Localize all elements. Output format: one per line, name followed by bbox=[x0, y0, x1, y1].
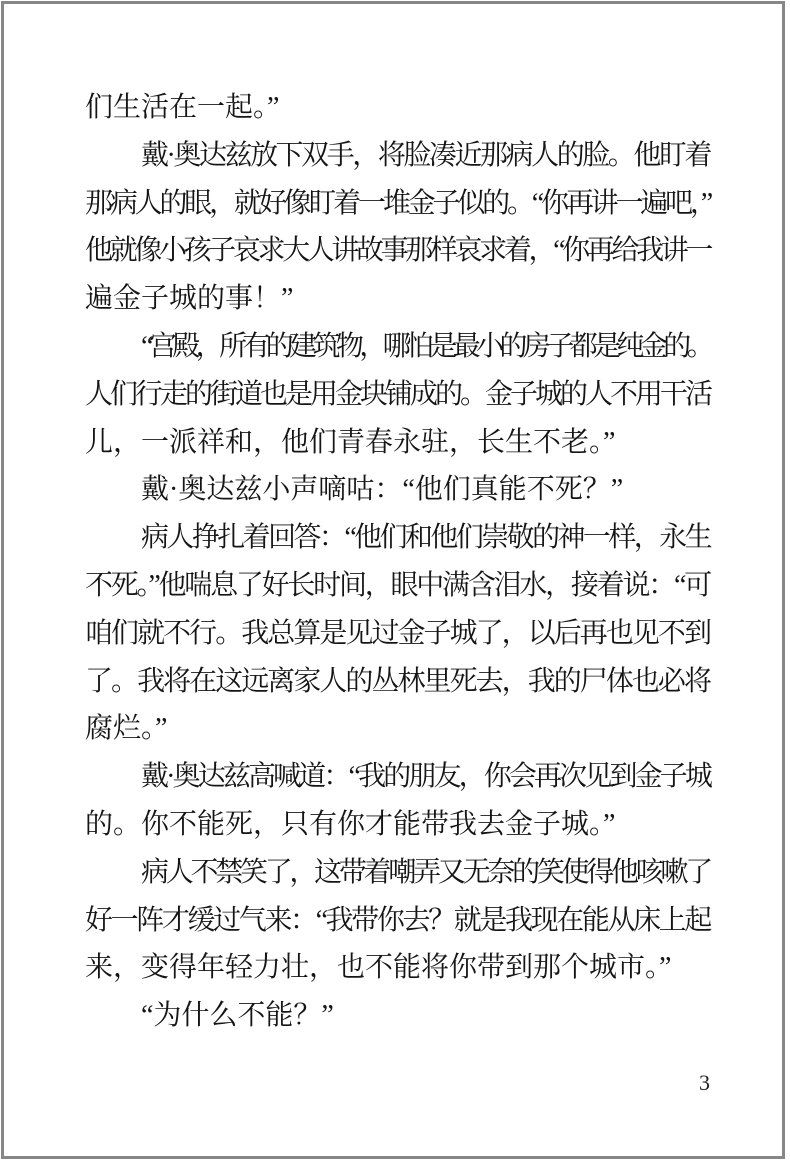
text-line-content: 好一阵才缓过气来：“我带你去？就是我现在能从床上起 bbox=[85, 904, 710, 936]
text-line-content: 戴·奥达兹放下双手，将脸凑近那病人的脸。他盯着 bbox=[141, 139, 710, 171]
text-line bbox=[85, 514, 710, 562]
text-line bbox=[85, 753, 710, 801]
text-line bbox=[85, 897, 710, 945]
text-line-content: 了。我将在这远离家人的丛林里死去，我的尸体也必将 bbox=[85, 665, 710, 697]
text-line-content: “宫殿，所有的建筑物，哪怕是最小的房子都是纯金的。 bbox=[141, 330, 710, 362]
text-line bbox=[85, 180, 710, 228]
page-number: 3 bbox=[699, 1070, 710, 1095]
text-line bbox=[85, 466, 710, 514]
text-line bbox=[85, 944, 710, 992]
text-line-content: 遍金子城的事！” bbox=[85, 283, 294, 315]
text-line-content: 病人挣扎着回答：“他们和他们崇敬的神一样，永生 bbox=[141, 522, 710, 554]
text-column bbox=[85, 84, 710, 1040]
text-line bbox=[85, 84, 710, 132]
text-line-content: 来，变得年轻力壮，也不能将你带到那个城市。” bbox=[85, 952, 672, 984]
text-line bbox=[85, 610, 710, 658]
text-line bbox=[85, 275, 710, 323]
text-line bbox=[85, 562, 710, 610]
text-line bbox=[85, 992, 710, 1040]
text-line bbox=[85, 849, 710, 897]
text-line-content: 戴·奥达兹小声嘀咕：“他们真能不死？” bbox=[141, 474, 624, 506]
text-line bbox=[85, 705, 710, 753]
text-line-content: 那病人的眼，就好像盯着一堆金子似的。“你再讲一遍吧，” bbox=[85, 187, 710, 219]
text-line-content: 咱们就不行。我总算是见过金子城了，以后再也见不到 bbox=[85, 617, 710, 649]
text-line bbox=[85, 132, 710, 180]
text-line-content: 们生活在一起。” bbox=[85, 92, 280, 123]
text-line-content: 人们行走的街道也是用金块铺成的。金子城的人不用干活 bbox=[85, 378, 710, 410]
text-line-content: 病人不禁笑了，这带着嘲弄又无奈的笑使得他咳嗽了 bbox=[141, 856, 710, 888]
text-line-content: 儿，一派祥和，他们青春永驻，长生不老。” bbox=[85, 426, 616, 458]
text-line-content: 戴·奥达兹高喊道：“我的朋友，你会再次见到金子城 bbox=[141, 761, 710, 793]
text-line-content: 腐烂。” bbox=[85, 713, 168, 745]
text-line bbox=[85, 658, 710, 706]
text-line bbox=[85, 323, 710, 371]
text-line-content: 的。你不能死，只有你才能带我去金子城。” bbox=[85, 808, 616, 840]
text-line-content: 不死。”他喘息了好长时间，眼中满含泪水，接着说：“可 bbox=[85, 569, 710, 601]
text-line bbox=[85, 801, 710, 849]
text-line-content: “为什么不能？” bbox=[141, 1000, 334, 1032]
text-line-content: 他就像小孩子哀求大人讲故事那样哀求着，“你再给我讲一 bbox=[85, 235, 710, 267]
text-line bbox=[85, 227, 710, 275]
text-line bbox=[85, 419, 710, 467]
text-line bbox=[85, 371, 710, 419]
